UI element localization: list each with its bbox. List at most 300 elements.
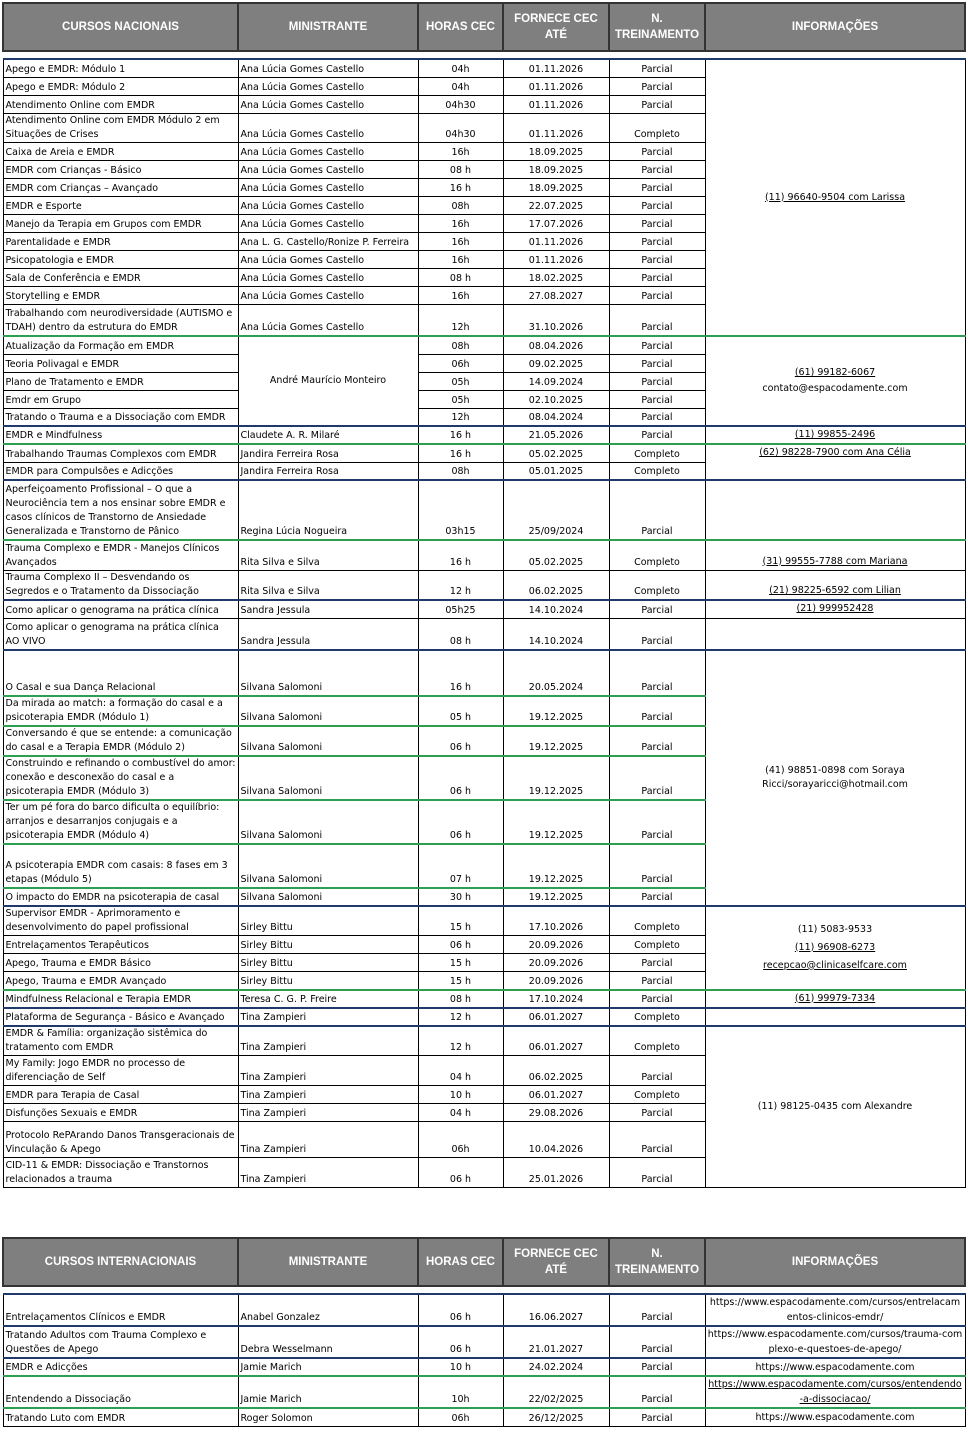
training-type: Parcial <box>609 304 705 336</box>
table-row <box>3 1358 965 1376</box>
cec-hours: 08 h <box>418 990 503 1008</box>
cec-hours: 12 h <box>418 1026 503 1056</box>
table-row <box>3 600 965 618</box>
cec-hours: 06 h <box>418 1326 503 1358</box>
instructor-name: Tina Zampieri <box>238 1026 418 1056</box>
instructor-name: Silvana Salomoni <box>238 888 418 906</box>
instructor-name: Ana Lúcia Gomes Castello <box>238 250 418 268</box>
cec-valid-until: 19.12.2025 <box>503 726 609 756</box>
instructor-name: Sirley Bittu <box>238 936 418 954</box>
header-row <box>3 1238 965 1286</box>
header-ministrante: MINISTRANTE <box>238 1238 418 1286</box>
course-name: Manejo da Terapia em Grupos com EMDR <box>3 214 238 232</box>
instructor-name: Tina Zampieri <box>238 1008 418 1026</box>
table-row <box>3 650 965 696</box>
course-name: Psicopatologia e EMDR <box>3 250 238 268</box>
cec-hours: 06 h <box>418 1294 503 1326</box>
training-type: Completo <box>609 570 705 600</box>
cec-hours: 05h <box>418 372 503 390</box>
cec-valid-until: 16.06.2027 <box>503 1294 609 1326</box>
training-type: Parcial <box>609 1408 705 1426</box>
course-name: Caixa de Areia e EMDR <box>3 142 238 160</box>
cec-valid-until: 20.09.2026 <box>503 972 609 990</box>
instructor-name: Anabel Gonzalez <box>238 1294 418 1326</box>
international-courses-table <box>2 1237 966 1427</box>
cec-hours: 15 h <box>418 972 503 990</box>
course-name: Aperfeiçoamento Profissional – O que a Neurociência tem a nos ensinar sobre EMDR e casos clínicos de Transtorno de Ansiedade Generalizada e Transtorno de Pânico <box>3 480 238 540</box>
course-name: Ter um pé fora do barco dificulta o equilíbrio: arranjos e desarranjos conjugais e a psicoterapia EMDR (Módulo 4) <box>3 800 238 844</box>
cec-valid-until: 06.01.2027 <box>503 1026 609 1056</box>
cec-valid-until: 19.12.2025 <box>503 844 609 888</box>
cec-valid-until: 01.11.2026 <box>503 113 609 142</box>
instructor-name: Tina Zampieri <box>238 1158 418 1188</box>
contact-info <box>705 426 965 444</box>
training-type: Parcial <box>609 1326 705 1358</box>
training-type: Completo <box>609 540 705 570</box>
instructor-name: Silvana Salomoni <box>238 756 418 800</box>
cec-hours: 16h <box>418 232 503 250</box>
contact-link[interactable]: (61) 99979-7334 <box>794 992 876 1004</box>
cec-hours: 12 h <box>418 1008 503 1026</box>
instructor-name: Sirley Bittu <box>238 954 418 972</box>
header-horas: HORAS CEC <box>418 1238 503 1286</box>
instructor-name: Teresa C. G. P. Freire <box>238 990 418 1008</box>
training-type: Parcial <box>609 888 705 906</box>
course-name: EMDR para Terapia de Casal <box>3 1086 238 1104</box>
table-row <box>3 1026 965 1056</box>
cec-hours: 04h <box>418 59 503 77</box>
instructor-name: Rita Silva e Silva <box>238 570 418 600</box>
cec-valid-until: 29.08.2026 <box>503 1104 609 1122</box>
cec-valid-until: 27.08.2027 <box>503 286 609 304</box>
table-row <box>3 540 965 570</box>
course-name: EMDR e Adicções <box>3 1358 238 1376</box>
cec-valid-until: 20.05.2024 <box>503 650 609 696</box>
course-name: Protocolo RePArando Danos Transgeracionais de Vinculação & Apego <box>3 1122 238 1158</box>
cec-valid-until: 01.11.2026 <box>503 250 609 268</box>
cec-hours: 05h <box>418 390 503 408</box>
training-type: Parcial <box>609 618 705 650</box>
course-name: Atualização da Formação em EMDR <box>3 336 238 354</box>
training-type: Parcial <box>609 232 705 250</box>
table-row <box>3 480 965 540</box>
course-name: Conversando é que se entende: a comunicação do casal e a Terapia EMDR (Módulo 2) <box>3 726 238 756</box>
cec-hours: 08 h <box>418 268 503 286</box>
cec-valid-until: 18.02.2025 <box>503 268 609 286</box>
national-courses-table <box>2 2 966 1188</box>
cec-valid-until: 22/02/2025 <box>503 1376 609 1408</box>
header-fornece: FORNECE CEC ATÉ <box>503 3 609 51</box>
cec-hours: 06 h <box>418 800 503 844</box>
course-name: Atendimento Online com EMDR <box>3 95 238 113</box>
cec-valid-until: 09.02.2025 <box>503 354 609 372</box>
header-informacoes: INFORMAÇÕES <box>705 3 965 51</box>
course-name: Parentalidade e EMDR <box>3 232 238 250</box>
course-name: Como aplicar o genograma na prática clínica <box>3 600 238 618</box>
cec-valid-until: 06.02.2025 <box>503 570 609 600</box>
course-name: Entrelaçamentos Clínicos e EMDR <box>3 1294 238 1326</box>
training-type: Parcial <box>609 178 705 196</box>
cec-hours: 16h <box>418 250 503 268</box>
contact-link[interactable]: (61) 99182-6067 <box>794 367 876 378</box>
instructor-name: Tina Zampieri <box>238 1056 418 1086</box>
table-row <box>3 618 965 650</box>
cec-hours: 04h30 <box>418 113 503 142</box>
course-link[interactable]: https://www.espacodamente.com/cursos/entrelacamentos-clinicos-emdr/ <box>705 1294 965 1326</box>
header-fornece: FORNECE CEC ATÉ <box>503 1238 609 1286</box>
cec-hours: 12h <box>418 408 503 426</box>
instructor-name: Sirley Bittu <box>238 906 418 936</box>
cec-hours: 08 h <box>418 618 503 650</box>
training-type: Completo <box>609 1086 705 1104</box>
contact-info <box>705 59 965 336</box>
table-row <box>3 1326 965 1358</box>
cec-hours: 06 h <box>418 726 503 756</box>
training-type: Parcial <box>609 95 705 113</box>
cec-hours: 06h <box>418 1122 503 1158</box>
instructor-name: Regina Lúcia Nogueira <box>238 480 418 540</box>
cec-hours: 04h <box>418 77 503 95</box>
cec-hours: 15 h <box>418 954 503 972</box>
course-name: EMDR com Crianças - Básico <box>3 160 238 178</box>
instructor-name: Silvana Salomoni <box>238 726 418 756</box>
training-type: Parcial <box>609 1104 705 1122</box>
training-type: Parcial <box>609 408 705 426</box>
cec-valid-until: 01.11.2026 <box>503 95 609 113</box>
course-link[interactable]: https://www.espacodamente.com <box>705 1408 965 1426</box>
instructor-name: Ana Lúcia Gomes Castello <box>238 286 418 304</box>
training-type: Parcial <box>609 372 705 390</box>
training-type: Parcial <box>609 59 705 77</box>
course-name: O impacto do EMDR na psicoterapia de casal <box>3 888 238 906</box>
course-name: A psicoterapia EMDR com casais: 8 fases em 3 etapas (Módulo 5) <box>3 844 238 888</box>
header-treinamento: N. TREINAMENTO <box>609 1238 705 1286</box>
course-name: Plataforma de Segurança - Básico e Avançado <box>3 1008 238 1026</box>
contact-text: (11) 5083-9533 <box>797 923 873 935</box>
course-name: Sala de Conferência e EMDR <box>3 268 238 286</box>
contact-info <box>705 444 965 480</box>
instructor-name: Sirley Bittu <box>238 972 418 990</box>
cec-valid-until: 05.02.2025 <box>503 540 609 570</box>
cec-valid-until: 19.12.2025 <box>503 696 609 726</box>
cec-hours: 05 h <box>418 696 503 726</box>
table-row <box>3 444 965 462</box>
course-name: Disfunções Sexuais e EMDR <box>3 1104 238 1122</box>
course-name: Construindo e refinando o combustível do amor: conexão e desconexão do casal e a psicoterapia EMDR (Módulo 3) <box>3 756 238 800</box>
training-type: Completo <box>609 444 705 462</box>
course-name: Storytelling e EMDR <box>3 286 238 304</box>
instructor-name: Ana Lúcia Gomes Castello <box>238 59 418 77</box>
cec-valid-until: 05.02.2025 <box>503 444 609 462</box>
cec-hours: 16h <box>418 214 503 232</box>
instructor-name: Rita Silva e Silva <box>238 540 418 570</box>
cec-valid-until: 19.12.2025 <box>503 756 609 800</box>
cec-hours: 12h <box>418 304 503 336</box>
course-link[interactable]: https://www.espacodamente.com <box>705 1358 965 1376</box>
cec-valid-until: 06.02.2025 <box>503 1056 609 1086</box>
training-type: Parcial <box>609 250 705 268</box>
training-type: Parcial <box>609 196 705 214</box>
cec-valid-until: 01.11.2026 <box>503 77 609 95</box>
cec-valid-until: 14.09.2024 <box>503 372 609 390</box>
training-type: Parcial <box>609 800 705 844</box>
cec-valid-until: 17.10.2026 <box>503 906 609 936</box>
cec-hours: 10h <box>418 1376 503 1408</box>
cec-hours: 16h <box>418 142 503 160</box>
cec-hours: 12 h <box>418 570 503 600</box>
cec-valid-until: 18.09.2025 <box>503 160 609 178</box>
contact-info <box>705 1026 965 1188</box>
training-type: Parcial <box>609 286 705 304</box>
table-row <box>3 1294 965 1326</box>
cec-valid-until: 17.07.2026 <box>503 214 609 232</box>
course-link[interactable]: https://www.espacodamente.com/cursos/entendendo-a-dissociacao/ <box>705 1376 965 1408</box>
training-type: Completo <box>609 906 705 936</box>
instructor-name: Roger Solomon <box>238 1408 418 1426</box>
instructor-name: Ana Lúcia Gomes Castello <box>238 77 418 95</box>
training-type: Parcial <box>609 160 705 178</box>
training-type: Completo <box>609 1008 705 1026</box>
table-row <box>3 336 965 354</box>
cec-hours: 03h15 <box>418 480 503 540</box>
course-name: Mindfulness Relacional e Terapia EMDR <box>3 990 238 1008</box>
training-type: Parcial <box>609 77 705 95</box>
contact-info <box>705 480 965 540</box>
contact-info <box>705 570 965 600</box>
instructor-name: Jamie Marich <box>238 1358 418 1376</box>
cec-hours: 08h <box>418 462 503 480</box>
header-horas: HORAS CEC <box>418 3 503 51</box>
course-name: Trabalhando com neurodiversidade (AUTISMO e TDAH) dentro da estrutura do EMDR <box>3 304 238 336</box>
cec-hours: 06h <box>418 354 503 372</box>
cec-valid-until: 24.02.2024 <box>503 1358 609 1376</box>
cec-valid-until: 20.09.2026 <box>503 954 609 972</box>
training-type: Parcial <box>609 1358 705 1376</box>
instructor-name: Tina Zampieri <box>238 1104 418 1122</box>
course-name: Tratando Adultos com Trauma Complexo e Questões de Apego <box>3 1326 238 1358</box>
instructor-name: Silvana Salomoni <box>238 800 418 844</box>
cec-hours: 06h <box>418 1408 503 1426</box>
course-name: EMDR e Esporte <box>3 196 238 214</box>
training-type: Parcial <box>609 1122 705 1158</box>
contact-info <box>705 906 965 990</box>
cec-hours: 04h30 <box>418 95 503 113</box>
contact-link[interactable]: (31) 99555-7788 com Mariana <box>762 555 908 567</box>
table-row <box>3 1408 965 1426</box>
instructor-name: Tina Zampieri <box>238 1086 418 1104</box>
training-type: Parcial <box>609 390 705 408</box>
contact-link[interactable]: (21) 999952428 <box>796 603 874 615</box>
course-name: Teoria Polivagal e EMDR <box>3 354 238 372</box>
course-name: Plano de Tratamento e EMDR <box>3 372 238 390</box>
training-type: Completo <box>609 1026 705 1056</box>
course-name: Como aplicar o genograma na prática clínica AO VIVO <box>3 618 238 650</box>
instructor-name: Tina Zampieri <box>238 1122 418 1158</box>
cec-valid-until: 21.05.2026 <box>503 426 609 444</box>
contact-link[interactable]: (11) 96908-6273 <box>794 941 876 953</box>
cec-hours: 16 h <box>418 444 503 462</box>
cec-hours: 30 h <box>418 888 503 906</box>
instructor-name: Sandra Jessula <box>238 600 418 618</box>
cec-hours: 04 h <box>418 1056 503 1086</box>
contact-text: contato@espacodamente.com <box>762 383 908 394</box>
cec-valid-until: 01.11.2026 <box>503 59 609 77</box>
header-row <box>3 3 965 51</box>
instructor-name: Sandra Jessula <box>238 618 418 650</box>
table-row <box>3 59 965 77</box>
course-name: Apego, Trauma e EMDR Básico <box>3 954 238 972</box>
training-type: Completo <box>609 462 705 480</box>
training-type: Parcial <box>609 954 705 972</box>
training-type: Parcial <box>609 990 705 1008</box>
cec-valid-until: 31.10.2026 <box>503 304 609 336</box>
course-name: Trauma Complexo II – Desvendando os Segredos e o Tratamento da Dissociação <box>3 570 238 600</box>
contact-info <box>705 336 965 426</box>
instructor-name: Ana L. G. Castello/Ronize P. Ferreira <box>238 232 418 250</box>
training-type: Parcial <box>609 726 705 756</box>
table-row <box>3 570 965 600</box>
contact-info <box>705 1008 965 1026</box>
course-name: Entendendo a Dissociação <box>3 1376 238 1408</box>
instructor-name: Ana Lúcia Gomes Castello <box>238 304 418 336</box>
header-treinamento: N. TREINAMENTO <box>609 3 705 51</box>
cec-hours: 08 h <box>418 160 503 178</box>
course-name: My Family: Jogo EMDR no processo de diferenciação de Self <box>3 1056 238 1086</box>
cec-hours: 04 h <box>418 1104 503 1122</box>
training-type: Parcial <box>609 844 705 888</box>
training-type: Parcial <box>609 268 705 286</box>
training-type: Completo <box>609 936 705 954</box>
course-name: Tratando Luto com EMDR <box>3 1408 238 1426</box>
instructor-name: Jandira Ferreira Rosa <box>238 462 418 480</box>
course-name: Apego, Trauma e EMDR Avançado <box>3 972 238 990</box>
training-type: Parcial <box>609 972 705 990</box>
cec-valid-until: 06.01.2027 <box>503 1086 609 1104</box>
course-name: Atendimento Online com EMDR Módulo 2 em Situações de Crises <box>3 113 238 142</box>
instructor-name: Ana Lúcia Gomes Castello <box>238 196 418 214</box>
cec-hours: 16 h <box>418 540 503 570</box>
cec-hours: 16 h <box>418 178 503 196</box>
instructor-name: Ana Lúcia Gomes Castello <box>238 214 418 232</box>
course-name: Trauma Complexo e EMDR - Manejos Clínicos Avançados <box>3 540 238 570</box>
table-row <box>3 426 965 444</box>
cec-hours: 15 h <box>418 906 503 936</box>
cec-hours: 05h25 <box>418 600 503 618</box>
cec-valid-until: 01.11.2026 <box>503 232 609 250</box>
course-name: O Casal e sua Dança Relacional <box>3 650 238 696</box>
training-type: Parcial <box>609 426 705 444</box>
header-cursos: CURSOS NACIONAIS <box>3 3 238 51</box>
header-informacoes: INFORMAÇÕES <box>705 1238 965 1286</box>
contact-link[interactable]: (11) 96640-9504 com Larissa <box>764 191 906 203</box>
training-type: Completo <box>609 113 705 142</box>
cec-hours: 06 h <box>418 756 503 800</box>
cec-valid-until: 06.01.2027 <box>503 1008 609 1026</box>
contact-info <box>705 650 965 906</box>
instructor-name: Ana Lúcia Gomes Castello <box>238 178 418 196</box>
cec-valid-until: 10.04.2026 <box>503 1122 609 1158</box>
course-name: Da mirada ao match: a formação do casal e a psicoterapia EMDR (Módulo 1) <box>3 696 238 726</box>
contact-text: (41) 98851-0898 com Soraya Ricci/sorayaricci@hotmail.com <box>762 765 908 790</box>
training-type: Parcial <box>609 756 705 800</box>
instructor-name: Ana Lúcia Gomes Castello <box>238 142 418 160</box>
instructor-name: Jamie Marich <box>238 1376 418 1408</box>
cec-hours: 08h <box>418 196 503 214</box>
cec-valid-until: 21.01.2027 <box>503 1326 609 1358</box>
contact-info <box>705 618 965 650</box>
course-name: Tratando o Trauma e a Dissociação com EMDR <box>3 408 238 426</box>
cec-valid-until: 22.07.2025 <box>503 196 609 214</box>
training-type: Parcial <box>609 1376 705 1408</box>
cec-hours: 16h <box>418 286 503 304</box>
training-type: Parcial <box>609 600 705 618</box>
course-name: Trabalhando Traumas Complexos com EMDR <box>3 444 238 462</box>
cec-valid-until: 25/09/2024 <box>503 480 609 540</box>
contact-text: (11) 98125-0435 com Alexandre <box>757 1100 913 1112</box>
table-row <box>3 906 965 936</box>
cec-valid-until: 05.01.2025 <box>503 462 609 480</box>
cec-hours: 10 h <box>418 1086 503 1104</box>
course-name: CID-11 & EMDR: Dissociação e Transtornos relacionados a trauma <box>3 1158 238 1188</box>
training-type: Parcial <box>609 142 705 160</box>
cec-hours: 07 h <box>418 844 503 888</box>
contact-link[interactable]: (21) 98225-6592 com Lilian <box>769 585 901 596</box>
cec-valid-until: 19.12.2025 <box>503 888 609 906</box>
course-link[interactable]: https://www.espacodamente.com/cursos/trauma-complexo-e-questoes-de-apego/ <box>705 1326 965 1358</box>
instructor-name: Ana Lúcia Gomes Castello <box>238 95 418 113</box>
training-type: Parcial <box>609 696 705 726</box>
course-name: EMDR com Crianças – Avançado <box>3 178 238 196</box>
header-ministrante: MINISTRANTE <box>238 3 418 51</box>
training-type: Parcial <box>609 354 705 372</box>
instructor-name: Silvana Salomoni <box>238 696 418 726</box>
training-type: Parcial <box>609 480 705 540</box>
cec-hours: 06 h <box>418 1158 503 1188</box>
contact-info <box>705 540 965 570</box>
cec-hours: 06 h <box>418 936 503 954</box>
contact-link[interactable]: recepcao@clinicaselfcare.com <box>763 959 907 971</box>
instructor-name: Ana Lúcia Gomes Castello <box>238 160 418 178</box>
cec-valid-until: 25.01.2026 <box>503 1158 609 1188</box>
cec-hours: 16 h <box>418 426 503 444</box>
cec-valid-until: 18.09.2025 <box>503 178 609 196</box>
instructor-name: Silvana Salomoni <box>238 650 418 696</box>
contact-link[interactable]: (11) 99855-2496 <box>794 429 876 440</box>
course-name: Entrelaçamentos Terapêuticos <box>3 936 238 954</box>
course-name: Emdr em Grupo <box>3 390 238 408</box>
course-name: Supervisor EMDR - Aprimoramento e desenvolvimento do papel profissional <box>3 906 238 936</box>
contact-link[interactable]: (62) 98228-7900 com Ana Célia <box>759 447 911 458</box>
training-type: Parcial <box>609 1056 705 1086</box>
training-type: Parcial <box>609 214 705 232</box>
cec-hours: 16 h <box>418 650 503 696</box>
contact-info <box>705 990 965 1008</box>
course-name: Apego e EMDR: Módulo 1 <box>3 59 238 77</box>
course-name: EMDR e Mindfulness <box>3 426 238 444</box>
training-type: Parcial <box>609 1294 705 1326</box>
cec-hours: 08h <box>418 336 503 354</box>
cec-valid-until: 08.04.2024 <box>503 408 609 426</box>
table-row <box>3 1376 965 1408</box>
cec-valid-until: 08.04.2026 <box>503 336 609 354</box>
training-type: Parcial <box>609 336 705 354</box>
contact-info <box>705 600 965 618</box>
cec-valid-until: 26/12/2025 <box>503 1408 609 1426</box>
course-name: EMDR para Compulsões e Adicções <box>3 462 238 480</box>
cec-valid-until: 14.10.2024 <box>503 618 609 650</box>
cec-valid-until: 20.09.2026 <box>503 936 609 954</box>
course-name: Apego e EMDR: Módulo 2 <box>3 77 238 95</box>
